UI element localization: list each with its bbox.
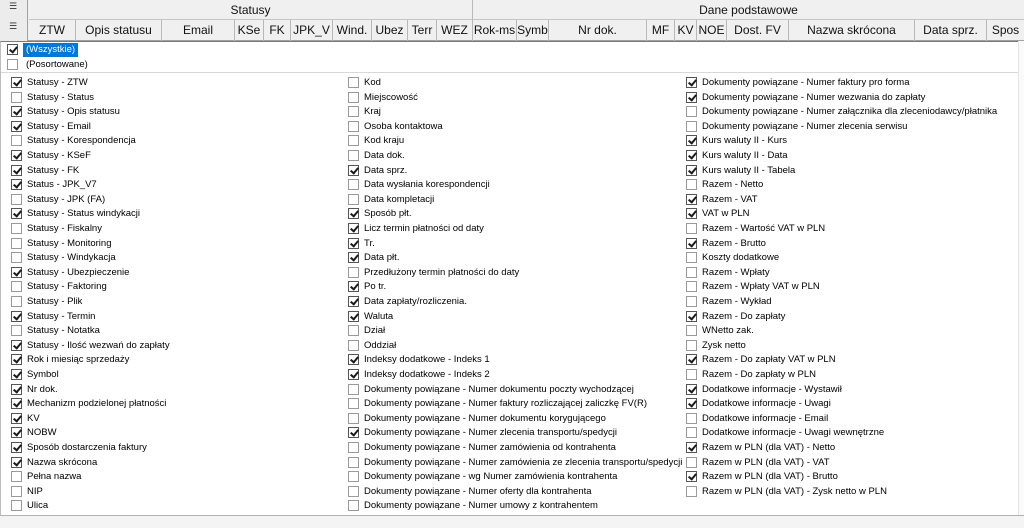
item-checkbox[interactable]: [11, 208, 22, 219]
item-label: Razem - Do zapłaty w PLN: [702, 369, 817, 380]
item-checkbox[interactable]: [348, 369, 359, 380]
item-checkbox[interactable]: [686, 398, 697, 409]
item-label: Statusy - Status windykacji: [27, 208, 140, 219]
item-label: Razem - VAT: [702, 194, 758, 205]
item-checkbox[interactable]: [686, 92, 697, 103]
item-label: WNetto zak.: [702, 325, 754, 336]
item-checkbox[interactable]: [11, 150, 22, 161]
item-checkbox[interactable]: [348, 384, 359, 395]
item-checkbox[interactable]: [686, 121, 697, 132]
item-checkbox[interactable]: [348, 398, 359, 409]
item-checkbox[interactable]: [686, 194, 697, 205]
item-label: Statusy - Opis statusu: [27, 106, 120, 117]
item-checkbox[interactable]: [686, 106, 697, 117]
grid-header: [0, 0, 1024, 41]
item-checkbox[interactable]: [348, 150, 359, 161]
item-checkbox[interactable]: [348, 267, 359, 278]
column-header-data-sprz[interactable]: Data sprz.: [915, 20, 987, 41]
horizontal-scrollbar[interactable]: [0, 515, 1024, 528]
item-label: Razem - Wykład: [702, 296, 772, 307]
item-label: Dokumenty powiązane - Numer załącznika dla zleceniodawcy/płatnika: [702, 106, 998, 117]
item-checkbox[interactable]: [11, 296, 22, 307]
item-checkbox[interactable]: [348, 165, 359, 176]
item-label: Symbol: [27, 369, 59, 380]
item-label: Data sprz.: [364, 165, 408, 176]
item-label: Pełna nazwa: [27, 471, 82, 482]
column-list-icon: ☰: [9, 2, 18, 12]
column-header-ubezpieczenie[interactable]: Ubez: [372, 20, 408, 41]
item-label: Mechanizm podzielonej płatności: [27, 398, 167, 409]
item-checkbox[interactable]: [348, 179, 359, 190]
item-checkbox[interactable]: [686, 165, 697, 176]
item-checkbox[interactable]: [348, 354, 359, 365]
item-checkbox[interactable]: [11, 500, 22, 511]
item-checkbox[interactable]: [11, 471, 22, 482]
column-header-ksef[interactable]: KSe: [235, 20, 264, 41]
item-checkbox[interactable]: [11, 179, 22, 190]
column-header-nazwa-skrocona[interactable]: Nazwa skrócona: [789, 20, 915, 41]
item-checkbox[interactable]: [686, 442, 697, 453]
item-label: Statusy - KSeF: [27, 150, 91, 161]
item-checkbox[interactable]: [11, 194, 22, 205]
item-label: Razem - Brutto: [702, 238, 766, 249]
select-all-checkbox[interactable]: [7, 44, 18, 55]
item-label: Kod kraju: [364, 135, 405, 146]
item-label: Sposób dostarczenia faktury: [27, 442, 147, 453]
item-checkbox[interactable]: [348, 92, 359, 103]
item-checkbox[interactable]: [348, 208, 359, 219]
item-label: Kurs waluty II - Data: [702, 150, 788, 161]
item-label: Przedłużony termin płatności do daty: [364, 267, 520, 278]
item-label: Licz termin płatności od daty: [364, 223, 484, 234]
item-checkbox[interactable]: [686, 311, 697, 322]
item-label: Statusy - Korespondencja: [27, 135, 136, 146]
item-label: Statusy - Termin: [27, 311, 96, 322]
item-label: Dokumenty powiązane - Numer zlecenia transportu/spedycji: [364, 427, 617, 438]
item-label: Nr dok.: [27, 384, 58, 395]
item-label: Data zapłaty/rozliczenia.: [364, 296, 467, 307]
item-label: Dokumenty powiązane - Numer umowy z kontrahentem: [364, 500, 598, 511]
item-label: Indeksy dodatkowe - Indeks 1: [364, 354, 490, 365]
item-checkbox[interactable]: [11, 238, 22, 249]
item-label: Statusy - Faktoring: [27, 281, 107, 292]
column-header-termin[interactable]: Terr: [408, 20, 437, 41]
item-label: Dodatkowe informacje - Email: [702, 413, 829, 424]
item-label: Dokumenty powiązane - Numer faktury pro forma: [702, 77, 910, 88]
column-header-sposob[interactable]: Spos: [991, 23, 1020, 37]
item-checkbox[interactable]: [686, 413, 697, 424]
item-checkbox[interactable]: [348, 340, 359, 351]
column-header-nr-dok[interactable]: Nr dok.: [549, 20, 647, 41]
item-label: Kraj: [364, 106, 381, 117]
item-label: Razem w PLN (dla VAT) - Netto: [702, 442, 836, 453]
item-label: Indeksy dodatkowe - Indeks 2: [364, 369, 490, 380]
item-label: Statusy - Ubezpieczenie: [27, 267, 130, 278]
item-checkbox[interactable]: [348, 296, 359, 307]
item-checkbox[interactable]: [11, 384, 22, 395]
item-checkbox[interactable]: [348, 121, 359, 132]
group-header-statusy[interactable]: Statusy: [29, 0, 473, 20]
column-header-email[interactable]: Email: [162, 20, 235, 41]
item-label: Sposób płt.: [364, 208, 412, 219]
item-checkbox[interactable]: [686, 296, 697, 307]
item-label: Razem - Wartość VAT w PLN: [702, 223, 826, 234]
item-checkbox[interactable]: [348, 194, 359, 205]
item-checkbox[interactable]: [11, 457, 22, 468]
item-checkbox[interactable]: [686, 325, 697, 336]
separator: [1, 72, 1024, 73]
column-filter-dropdown: [0, 41, 1024, 515]
column-header-windykacja[interactable]: Wind.: [333, 20, 372, 41]
item-label: Razem - Wpłaty VAT w PLN: [702, 281, 820, 292]
item-label: KV: [27, 413, 40, 424]
item-label: Miejscowość: [364, 92, 418, 103]
item-label: Statusy - JPK (FA): [27, 194, 106, 205]
item-label: Kod: [364, 77, 381, 88]
item-label: Statusy - Windykacja: [27, 252, 116, 263]
item-label: Razem w PLN (dla VAT) - Brutto: [702, 471, 838, 482]
item-checkbox[interactable]: [11, 340, 22, 351]
item-checkbox[interactable]: [11, 325, 22, 336]
column-header-dost-fv[interactable]: Dost. FV: [727, 20, 789, 41]
item-label: Dokumenty powiązane - Numer zlecenia serwisu: [702, 121, 908, 132]
item-label: NIP: [27, 486, 43, 497]
item-label: Oddział: [364, 340, 397, 351]
item-checkbox[interactable]: [348, 223, 359, 234]
item-checkbox[interactable]: [686, 150, 697, 161]
item-checkbox[interactable]: [348, 486, 359, 497]
item-checkbox[interactable]: [686, 471, 697, 482]
item-checkbox[interactable]: [11, 165, 22, 176]
column-header-ztw[interactable]: ZTW: [29, 20, 76, 41]
item-label: Razem - Netto: [702, 179, 764, 190]
item-checkbox[interactable]: [348, 471, 359, 482]
item-checkbox[interactable]: [686, 281, 697, 292]
column-header-fk[interactable]: FK: [264, 20, 291, 41]
item-checkbox[interactable]: [348, 325, 359, 336]
item-checkbox[interactable]: [348, 457, 359, 468]
item-checkbox[interactable]: [348, 252, 359, 263]
item-label: Nazwa skrócona: [27, 457, 98, 468]
item-label: Statusy - Monitoring: [27, 238, 112, 249]
item-checkbox[interactable]: [686, 354, 697, 365]
item-label: Statusy - Email: [27, 121, 91, 132]
item-label: Razem w PLN (dla VAT) - VAT: [702, 457, 830, 468]
item-label: Data kompletacji: [364, 194, 435, 205]
item-label: Data dok.: [364, 150, 405, 161]
item-checkbox[interactable]: [11, 106, 22, 117]
item-checkbox[interactable]: [11, 354, 22, 365]
item-checkbox[interactable]: [11, 486, 22, 497]
item-checkbox[interactable]: [686, 252, 697, 263]
item-checkbox[interactable]: [348, 413, 359, 424]
item-checkbox[interactable]: [348, 500, 359, 511]
item-label: Dokumenty powiązane - Numer dokumentu korygującego: [364, 413, 606, 424]
column-list-icon: ☰: [9, 22, 18, 32]
item-checkbox[interactable]: [11, 223, 22, 234]
item-label: Dokumenty powiązane - Numer wezwania do zapłaty: [702, 92, 926, 103]
item-checkbox[interactable]: [348, 106, 359, 117]
item-label: Osoba kontaktowa: [364, 121, 443, 132]
item-checkbox[interactable]: [348, 442, 359, 453]
item-checkbox[interactable]: [11, 267, 22, 278]
item-label: Dodatkowe informacje - Uwagi wewnętrzne: [702, 427, 885, 438]
sorted-checkbox[interactable]: [7, 59, 18, 70]
item-checkbox[interactable]: [348, 77, 359, 88]
item-checkbox[interactable]: [348, 135, 359, 146]
item-checkbox[interactable]: [686, 486, 697, 497]
item-label: Zysk netto: [702, 340, 746, 351]
group-header-dane-podstawowe[interactable]: Dane podstawowe: [473, 0, 1024, 20]
item-label: Statusy - Status: [27, 92, 95, 103]
item-label: Razem - Wpłaty: [702, 267, 770, 278]
item-label: NOBW: [27, 427, 57, 438]
item-label: Razem - Do zapłaty: [702, 311, 786, 322]
item-label: Data płt.: [364, 252, 400, 263]
item-label: Dokumenty powiązane - wg Numer zamówienia kontrahenta: [364, 471, 618, 482]
item-label: Dodatkowe informacje - Wystawił: [702, 384, 842, 395]
select-all-label: (Wszystkie): [23, 43, 78, 57]
item-label: Kurs waluty II - Tabela: [702, 165, 796, 176]
item-label: Statusy - ZTW: [27, 77, 88, 88]
item-label: Po tr.: [364, 281, 387, 292]
item-label: Dodatkowe informacje - Uwagi: [702, 398, 831, 409]
item-label: Waluta: [364, 311, 394, 322]
item-checkbox[interactable]: [11, 398, 22, 409]
item-checkbox[interactable]: [11, 77, 22, 88]
item-checkbox[interactable]: [686, 77, 697, 88]
item-checkbox[interactable]: [686, 238, 697, 249]
item-checkbox[interactable]: [686, 208, 697, 219]
item-label: Dokumenty powiązane - Numer oferty dla kontrahenta: [364, 486, 592, 497]
item-checkbox[interactable]: [686, 135, 697, 146]
item-checkbox[interactable]: [348, 311, 359, 322]
item-label: Statusy - Fiskalny: [27, 223, 102, 234]
item-label: Tr.: [364, 238, 375, 249]
item-checkbox[interactable]: [11, 135, 22, 146]
item-label: Dokumenty powiązane - Numer zamówienia od kontrahenta: [364, 442, 616, 453]
column-header-mf[interactable]: MF: [647, 20, 675, 41]
item-label: Statusy - Ilość wezwań do zapłaty: [27, 340, 170, 351]
item-label: VAT w PLN: [702, 208, 750, 219]
column-header-symbol[interactable]: Symb: [517, 20, 549, 41]
item-label: Status - JPK_V7: [27, 179, 97, 190]
item-label: Rok i miesiąc sprzedaży: [27, 354, 130, 365]
item-label: Dokumenty powiązane - Numer dokumentu poczty wychodzącej: [364, 384, 634, 395]
column-header-noe[interactable]: NOE: [697, 20, 727, 41]
item-label: Dokumenty powiązane - Numer zamówienia ze zlecenia transportu/spedycji: [364, 457, 683, 468]
sorted-label: (Posortowane): [26, 59, 88, 70]
item-label: Razem w PLN (dla VAT) - Zysk netto w PLN: [702, 486, 887, 497]
column-header-wez[interactable]: WEZ: [437, 20, 473, 41]
item-label: Statusy - Plik: [27, 296, 83, 307]
column-header-rok-ms[interactable]: Rok-ms: [473, 20, 517, 41]
item-checkbox[interactable]: [686, 369, 697, 380]
item-checkbox[interactable]: [348, 281, 359, 292]
item-checkbox[interactable]: [11, 369, 22, 380]
column-header-opis-statusu[interactable]: Opis statusu: [76, 20, 162, 41]
grid-scroll-edge: [1018, 41, 1024, 515]
item-label: Razem - Do zapłaty VAT w PLN: [702, 354, 836, 365]
item-checkbox[interactable]: [686, 179, 697, 190]
item-checkbox[interactable]: [686, 427, 697, 438]
item-checkbox[interactable]: [686, 340, 697, 351]
item-checkbox[interactable]: [11, 442, 22, 453]
column-chooser-button[interactable]: [0, 0, 28, 41]
item-checkbox[interactable]: [11, 281, 22, 292]
item-checkbox[interactable]: [11, 252, 22, 263]
item-checkbox[interactable]: [11, 121, 22, 132]
item-checkbox[interactable]: [11, 311, 22, 322]
item-checkbox[interactable]: [686, 457, 697, 468]
item-checkbox[interactable]: [348, 427, 359, 438]
column-header-jpk[interactable]: JPK_V: [291, 20, 333, 41]
item-checkbox[interactable]: [686, 267, 697, 278]
item-checkbox[interactable]: [686, 223, 697, 234]
item-label: Data wysłania korespondencji: [364, 179, 490, 190]
item-checkbox[interactable]: [11, 92, 22, 103]
item-label: Koszty dodatkowe: [702, 252, 780, 263]
item-label: Ulica: [27, 500, 49, 511]
item-checkbox[interactable]: [11, 413, 22, 424]
column-header-kv[interactable]: KV: [675, 20, 697, 41]
item-label: Statusy - FK: [27, 165, 80, 176]
item-checkbox[interactable]: [348, 238, 359, 249]
item-label: Dział: [364, 325, 386, 336]
item-checkbox[interactable]: [11, 427, 22, 438]
item-label: Statusy - Notatka: [27, 325, 100, 336]
item-checkbox[interactable]: [686, 384, 697, 395]
item-label: Dokumenty powiązane - Numer faktury rozliczającej zaliczkę FV(R): [364, 398, 647, 409]
item-label: Kurs waluty II - Kurs: [702, 135, 787, 146]
